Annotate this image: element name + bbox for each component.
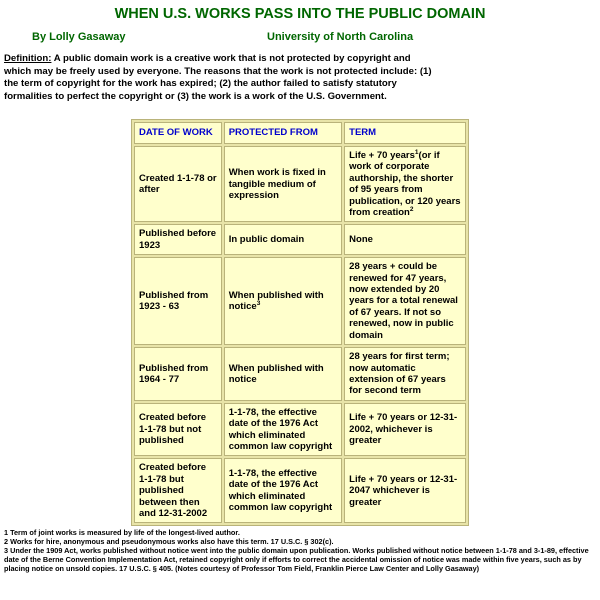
term-text: (or if work of corporate authorship, the shorter of 95 years from publication, or 120 years from creation — [349, 150, 461, 219]
footnote-ref: 2 — [409, 205, 414, 213]
definition-label: Definition: — [4, 53, 52, 64]
table-row — [134, 224, 466, 255]
row-protected: In public domain — [224, 224, 342, 255]
page-title: WHEN U.S. WORKS PASS INTO THE PUBLIC DOMAIN — [114, 6, 486, 22]
table-row — [134, 347, 466, 401]
row-date: Created before 1-1-78 but published between then and 12-31-2002 — [134, 458, 222, 523]
row-term: None — [344, 224, 466, 255]
header-date-of-work: DATE OF WORK — [134, 122, 222, 144]
definition-text: A public domain work is a creative work that is not protected by copyright and which may be freely used by everyone. The reasons that the work is not protected include: (1) the term of copyright for the work has expired; (2) the author failed to satisfy statutory formalities to perfect the copyright or (3) the work is a work of the U.S. Government. — [4, 53, 432, 102]
row-date: Published from 1964 - 77 — [134, 347, 222, 401]
protected-text: When published with notice — [228, 289, 324, 313]
row-protected: 1-1-78, the effective date of the 1976 Act which eliminated common law copyright — [224, 458, 342, 523]
row-term: 28 years for first term; now automatic extension of 67 years for second term — [344, 347, 466, 401]
row-protected: 1-1-78, the effective date of the 1976 Act which eliminated common law copyright — [224, 403, 342, 457]
footnote-3: 3 Under the 1909 Act, works published without notice went into the public domain upon publication. Works published without notice between 1-1-78 and 3-1-89, effective date of the Berne Convention Implementation Act, retained copyright only if efforts to correct the accidental omission of notice was made within five years, such as by placing notice on unsold copies. 17 U.S.C. § 405. (Notes courtesy of Professor Tom Field, Franklin Pierce Law Center and Lolly Gasaway) — [4, 545, 589, 573]
header-term: TERM — [344, 122, 466, 144]
table-row — [134, 257, 466, 345]
footnote-2: 2 Works for hire, anonymous and pseudonymous works also have this term. 17 U.S.C. § 302(c). — [4, 536, 334, 546]
term-text: Life + 70 years — [349, 150, 415, 161]
row-date: Created before 1-1-78 but not published — [134, 403, 222, 457]
row-term: Life + 70 years or 12-31-2002, whichever is greater — [344, 403, 466, 457]
row-date: Created 1-1-78 or after — [134, 146, 222, 222]
table-row — [134, 403, 466, 457]
header-protected-from: PROTECTED FROM — [224, 122, 342, 144]
footnote-ref: 1 — [414, 148, 419, 156]
footnote-1: 1 Term of joint works is measured by life of the longest-lived author. — [4, 528, 240, 537]
author-byline: By Lolly Gasaway — [32, 31, 126, 43]
row-protected: When work is fixed in tangible medium of expression — [224, 146, 342, 222]
row-term: Life + 70 years or 12-31-2047 whichever is greater — [344, 458, 466, 523]
definition-paragraph — [4, 53, 434, 103]
row-date: Published before 1923 — [134, 224, 222, 255]
author-affiliation: University of North Carolina — [267, 31, 414, 43]
footnote-ref: 3 — [256, 300, 261, 308]
row-date: Published from 1923 - 63 — [134, 257, 222, 345]
footnotes — [4, 529, 596, 574]
row-protected: When published with notice — [224, 347, 342, 401]
table-row — [134, 146, 466, 222]
row-term: 28 years + could be renewed for 47 years, now extended by 20 years for a total renewal of 67 years. If not so renewed, now in public domain — [344, 257, 466, 345]
row-protected — [224, 257, 342, 345]
table-header-row — [134, 122, 466, 144]
row-term — [344, 146, 466, 222]
public-domain-table — [131, 119, 469, 526]
table-row — [134, 458, 466, 523]
